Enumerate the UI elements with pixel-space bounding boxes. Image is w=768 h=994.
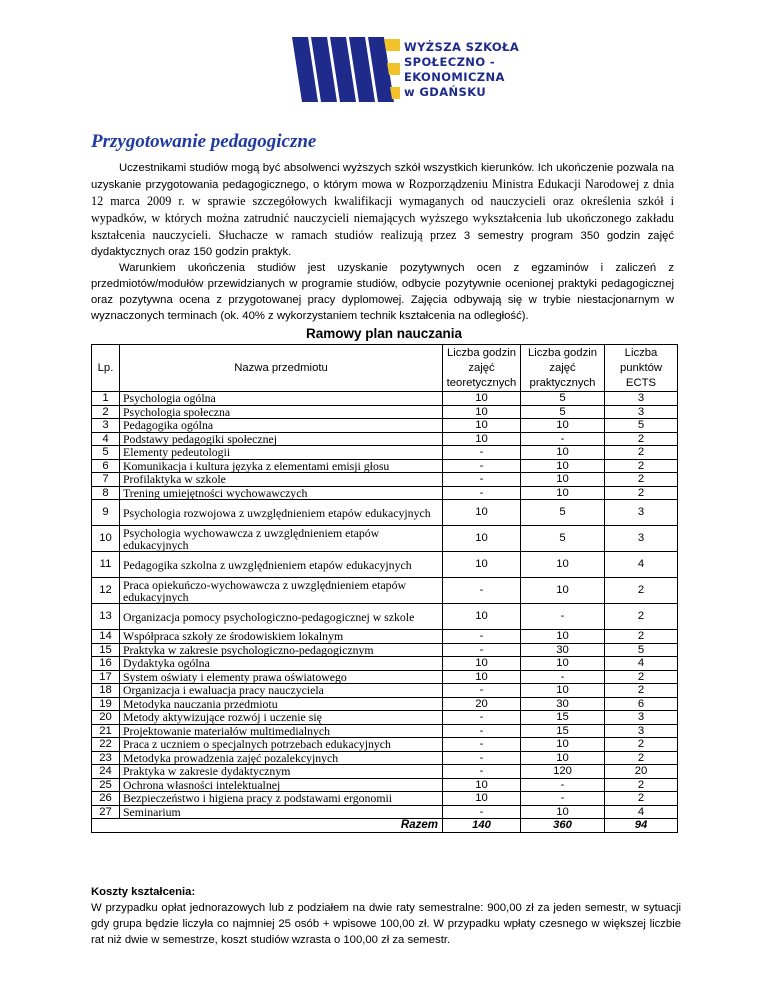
cell-practice: -: [521, 604, 605, 630]
cell-theory: 10: [443, 419, 521, 433]
table-row: [92, 392, 678, 406]
cell-ects: 2: [605, 684, 678, 698]
cell-theory: -: [443, 630, 521, 644]
cell-lp: 11: [92, 552, 120, 578]
cell-theory: -: [443, 643, 521, 657]
cell-name: Pedagogika ogólna: [120, 419, 443, 433]
cell-ects: 2: [605, 432, 678, 446]
table-row: [92, 778, 678, 792]
cell-practice: -: [521, 670, 605, 684]
table-row: [92, 604, 678, 630]
cell-ects: 3: [605, 392, 678, 406]
total-label: Razem: [92, 819, 443, 833]
cell-theory: 10: [443, 778, 521, 792]
cell-name: Metodyka nauczania przedmiotu: [120, 697, 443, 711]
total-ects: 94: [605, 819, 678, 833]
table-row: [92, 526, 678, 552]
cell-practice: 30: [521, 643, 605, 657]
cell-practice: 10: [521, 805, 605, 819]
header-lp: Lp.: [92, 345, 120, 392]
cell-name: Pedagogika szkolna z uwzględnieniem etapów edukacyjnych: [120, 552, 443, 578]
cell-theory: 10: [443, 604, 521, 630]
cell-theory: -: [443, 473, 521, 487]
logo-text: [404, 40, 544, 100]
header-practice: Liczba godzin zajęć praktycznych: [521, 345, 605, 392]
cell-name: Organizacja i ewaluacja pracy nauczyciela: [120, 684, 443, 698]
table-row: [92, 765, 678, 779]
cell-name: Praca opiekuńczo-wychowawcza z uwzględnieniem etapów edukacyjnych: [120, 578, 443, 604]
cell-name: Współpraca szkoły ze środowiskiem lokalnym: [120, 630, 443, 644]
cell-lp: 7: [92, 473, 120, 487]
table-row: [92, 697, 678, 711]
table-row: [92, 792, 678, 806]
cell-practice: 10: [521, 630, 605, 644]
table-row: [92, 643, 678, 657]
cell-lp: 5: [92, 446, 120, 460]
cell-practice: 10: [521, 657, 605, 671]
cell-theory: -: [443, 724, 521, 738]
cell-theory: 10: [443, 500, 521, 526]
cell-theory: -: [443, 765, 521, 779]
costs-heading: Koszty kształcenia:: [91, 886, 196, 898]
cell-name: Profilaktyka w szkole: [120, 473, 443, 487]
cell-lp: 2: [92, 405, 120, 419]
cell-lp: 27: [92, 805, 120, 819]
cell-name: Ochrona własności intelektualnej: [120, 778, 443, 792]
cell-practice: 10: [521, 486, 605, 500]
cell-ects: 3: [605, 724, 678, 738]
cell-lp: 3: [92, 419, 120, 433]
cell-practice: 10: [521, 552, 605, 578]
cell-ects: 2: [605, 604, 678, 630]
table-row: [92, 432, 678, 446]
page-title: Przygotowanie pedagogiczne: [91, 131, 317, 152]
cell-lp: 24: [92, 765, 120, 779]
cell-ects: 2: [605, 459, 678, 473]
cell-ects: 20: [605, 765, 678, 779]
cell-name: Organizacja pomocy psychologiczno-pedagogicznej w szkole: [120, 604, 443, 630]
cell-practice: -: [521, 778, 605, 792]
cell-lp: 1: [92, 392, 120, 406]
total-theory: 140: [443, 819, 521, 833]
table-title: Ramowy plan nauczania: [305, 326, 463, 341]
cell-ects: 4: [605, 552, 678, 578]
header-ects: Liczba punktów ECTS: [605, 345, 678, 392]
table-row: [92, 670, 678, 684]
cell-lp: 21: [92, 724, 120, 738]
table-row: [92, 446, 678, 460]
cell-name: Praktyka w zakresie dydaktycznym: [120, 765, 443, 779]
table-row: [92, 630, 678, 644]
cell-name: Komunikacja i kultura języka z elementami emisji głosu: [120, 459, 443, 473]
cell-lp: 4: [92, 432, 120, 446]
cell-practice: 5: [521, 500, 605, 526]
cell-lp: 15: [92, 643, 120, 657]
intro-p1-start: Uczestnikami studiów mogą być absolwenci wyższych szkół wszystkich kierunków. Ich ukończenie pozwala na uzyskanie przygotowania pedagogicznego, o którym mowa w: [91, 162, 674, 191]
intro-paragraph-2: Warunkiem ukończenia studiów jest uzyskanie pozytywnych ocen z egzaminów i zaliczeń z przedmiotów/modułów przewidzianych w programie studiów, odbycie pozytywnie ocenionej praktyki pedagogicznej oraz pozytywna ocena z przygotowanej pracy dyplomowej. Zajęcia odbywają się w trybie niestacjonarnym w wyznaczonych terminach (ok. 40% z wykorzystaniem technik kształcenia na odległość).: [91, 262, 674, 322]
intro-text: [91, 160, 674, 324]
cell-ects: 3: [605, 405, 678, 419]
cell-ects: 2: [605, 738, 678, 752]
cell-lp: 26: [92, 792, 120, 806]
cell-practice: 10: [521, 419, 605, 433]
cell-lp: 18: [92, 684, 120, 698]
table-row: [92, 684, 678, 698]
cell-theory: 10: [443, 405, 521, 419]
cell-name: Psychologia społeczna: [120, 405, 443, 419]
cell-practice: 5: [521, 392, 605, 406]
table-row: [92, 419, 678, 433]
cell-lp: 25: [92, 778, 120, 792]
cell-lp: 20: [92, 711, 120, 725]
cell-theory: 10: [443, 392, 521, 406]
cell-theory: 10: [443, 657, 521, 671]
cell-practice: 10: [521, 473, 605, 487]
cell-lp: 19: [92, 697, 120, 711]
cell-theory: 10: [443, 552, 521, 578]
cell-lp: 10: [92, 526, 120, 552]
cell-ects: 2: [605, 578, 678, 604]
cell-theory: 20: [443, 697, 521, 711]
cell-theory: -: [443, 805, 521, 819]
cell-theory: -: [443, 578, 521, 604]
cell-lp: 9: [92, 500, 120, 526]
table-row: [92, 724, 678, 738]
table-row: [92, 805, 678, 819]
table-row: [92, 486, 678, 500]
cell-lp: 12: [92, 578, 120, 604]
cell-name: Elementy pedeutologii: [120, 446, 443, 460]
cell-lp: 13: [92, 604, 120, 630]
cell-theory: -: [443, 738, 521, 752]
cell-name: Praca z uczniem o specjalnych potrzebach edukacyjnych: [120, 738, 443, 752]
costs-section: [91, 884, 681, 948]
table-row: [92, 473, 678, 487]
cell-lp: 23: [92, 751, 120, 765]
cell-ects: 6: [605, 697, 678, 711]
cell-ects: 3: [605, 711, 678, 725]
cell-practice: 10: [521, 738, 605, 752]
intro-p1-regulation: Rozporządzeniu Ministra Edukacji Narodowej z dnia 12 marca 2009 r. w sprawie szczegółowych kwalifikacji wymaganych od nauczycieli oraz określenia szkół i wypadków, w których można zatrudnić nauczycieli niemających wyższego wykształcenia lub ukończonego zakładu kształcenia nauczycieli. Słuchacze w ramach studiów realizują przez: [91, 177, 674, 242]
cell-ects: 3: [605, 500, 678, 526]
cell-practice: 10: [521, 684, 605, 698]
cell-ects: 2: [605, 473, 678, 487]
cell-ects: 2: [605, 670, 678, 684]
cell-practice: 30: [521, 697, 605, 711]
cell-name: Projektowanie materiałów multimedialnych: [120, 724, 443, 738]
cell-name: Praktyka w zakresie psychologiczno-pedagogicznym: [120, 643, 443, 657]
table-row: [92, 751, 678, 765]
cell-name: Metody aktywizujące rozwój i uczenie się: [120, 711, 443, 725]
logo-line: w GDAŃSKU: [404, 85, 487, 99]
cell-name: Bezpieczeństwo i higiena pracy z podstawami ergonomii: [120, 792, 443, 806]
cell-lp: 17: [92, 670, 120, 684]
intro-p1-end: 3 semestry program 350 godzin zajęć dydaktycznych oraz 150 godzin praktyk.: [91, 230, 675, 258]
header-theory: Liczba godzin zajęć teoretycznych: [443, 345, 521, 392]
cell-lp: 16: [92, 657, 120, 671]
cell-theory: 10: [443, 792, 521, 806]
cell-theory: -: [443, 684, 521, 698]
table-row: [92, 552, 678, 578]
cell-ects: 4: [605, 657, 678, 671]
cell-theory: -: [443, 751, 521, 765]
table-row: [92, 738, 678, 752]
table-row: [92, 711, 678, 725]
cell-lp: 22: [92, 738, 120, 752]
cell-theory: -: [443, 446, 521, 460]
cell-name: Trening umiejętności wychowawczych: [120, 486, 443, 500]
cell-practice: -: [521, 432, 605, 446]
total-practice: 360: [521, 819, 605, 833]
cell-practice: 15: [521, 711, 605, 725]
cell-practice: 10: [521, 578, 605, 604]
total-row: [92, 819, 678, 833]
header-name: Nazwa przedmiotu: [120, 345, 443, 392]
cell-practice: 5: [521, 526, 605, 552]
cell-practice: 5: [521, 405, 605, 419]
cell-practice: 10: [521, 459, 605, 473]
cell-ects: 5: [605, 643, 678, 657]
cell-name: Metodyka prowadzenia zajęć pozalekcyjnych: [120, 751, 443, 765]
cell-lp: 14: [92, 630, 120, 644]
cell-ects: 2: [605, 792, 678, 806]
cell-ects: 3: [605, 526, 678, 552]
cell-ects: 4: [605, 805, 678, 819]
table-row: [92, 657, 678, 671]
cell-name: Seminarium: [120, 805, 443, 819]
cell-name: Dydaktyka ogólna: [120, 657, 443, 671]
table-row: [92, 459, 678, 473]
table-row: [92, 500, 678, 526]
cell-ects: 2: [605, 486, 678, 500]
cell-theory: -: [443, 486, 521, 500]
costs-text: W przypadku opłat jednorazowych lub z podziałem na dwie raty semestralne: 900,00 zł za jeden semestr, w sytuacji gdy grupa będzie liczyła co najmniej 25 osób + wpisowe 100,00 zł. W przypadku wpłaty czesnego w większej liczbie rat niż dwie w semestrze, koszt studiów wzrasta o 100,00 zł za semestr.: [91, 902, 681, 946]
intro-paragraph-1: [91, 160, 674, 260]
cell-practice: 15: [521, 724, 605, 738]
logo-gold-accent-1: [384, 39, 400, 51]
logo-line: EKONOMICZNA: [404, 70, 505, 84]
table-body: [92, 392, 678, 819]
cell-theory: -: [443, 459, 521, 473]
cell-lp: 8: [92, 486, 120, 500]
table-row: [92, 405, 678, 419]
cell-practice: 10: [521, 751, 605, 765]
cell-ects: 2: [605, 751, 678, 765]
cell-practice: -: [521, 792, 605, 806]
logo-line: WYŻSZA SZKOŁA: [404, 40, 520, 54]
cell-practice: 10: [521, 446, 605, 460]
curriculum-table: [91, 344, 678, 833]
cell-ects: 2: [605, 778, 678, 792]
logo-gold-accent-2: [387, 63, 400, 75]
cell-ects: 5: [605, 419, 678, 433]
cell-name: Psychologia ogólna: [120, 392, 443, 406]
cell-name: Psychologia rozwojowa z uwzględnieniem etapów edukacyjnych: [120, 500, 443, 526]
cell-practice: 120: [521, 765, 605, 779]
logo-line: SPOŁECZNO -: [404, 55, 496, 69]
cell-theory: 10: [443, 526, 521, 552]
cell-name: System oświaty i elementy prawa oświatowego: [120, 670, 443, 684]
cell-ects: 2: [605, 630, 678, 644]
cell-name: Podstawy pedagogiki społecznej: [120, 432, 443, 446]
cell-name: Psychologia wychowawcza z uwzględnieniem etapów edukacyjnych: [120, 526, 443, 552]
table-row: [92, 578, 678, 604]
cell-lp: 6: [92, 459, 120, 473]
cell-theory: 10: [443, 670, 521, 684]
table-header-row: [92, 345, 678, 392]
cell-theory: 10: [443, 432, 521, 446]
cell-theory: -: [443, 711, 521, 725]
cell-ects: 2: [605, 446, 678, 460]
